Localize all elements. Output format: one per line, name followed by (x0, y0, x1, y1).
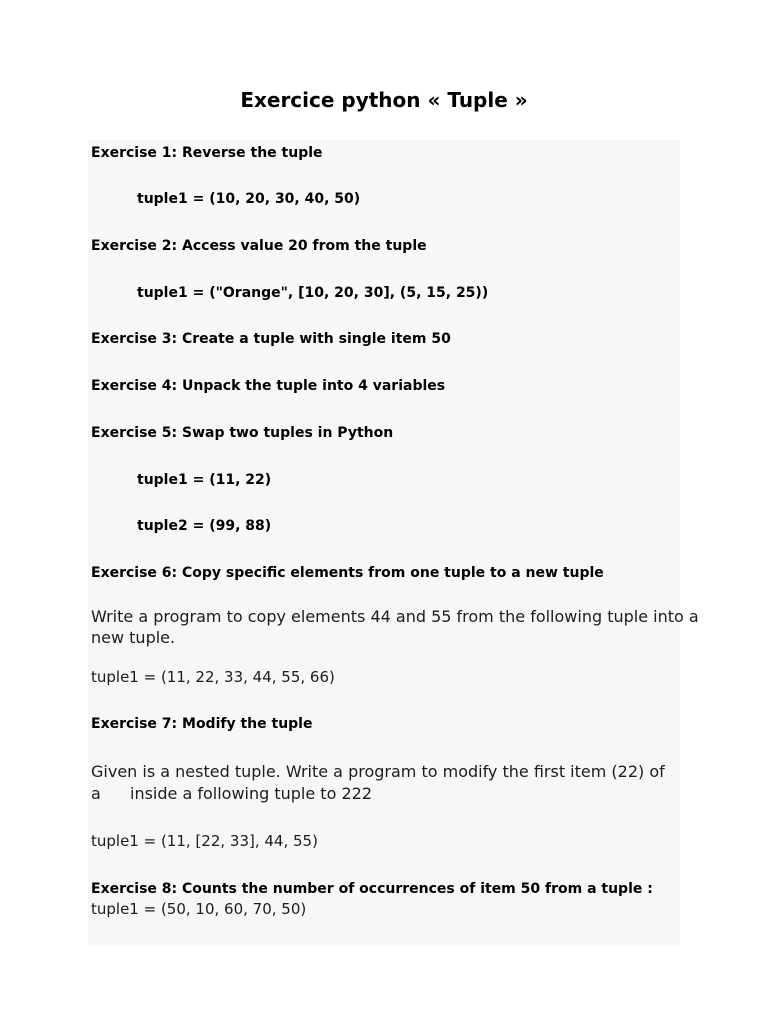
exercise-5-heading: Exercise 5: Swap two tuples in Python (91, 425, 394, 441)
exercise-8-code: tuple1 = (50, 10, 60, 70, 50) (91, 900, 307, 918)
exercise-7-code: tuple1 = (11, [22, 33], 44, 55) (91, 832, 318, 850)
exercise-5-code-2: tuple2 = (99, 88) (137, 518, 272, 534)
exercise-2-code: tuple1 = ("Orange", [10, 20, 30], (5, 15, 25)) (137, 285, 489, 301)
exercise-5-code-1: tuple1 = (11, 22) (137, 472, 272, 488)
exercise-4-heading: Exercise 4: Unpack the tuple into 4 variables (91, 378, 446, 394)
document-title: Exercice python « Tuple » (240, 88, 528, 112)
shaded-content-area (88, 140, 680, 946)
exercise-7-text-line-1: Given is a nested tuple. Write a program to modify the first item (22) of (91, 762, 665, 781)
exercise-1-heading: Exercise 1: Reverse the tuple (91, 145, 323, 161)
exercise-2-heading: Exercise 2: Access value 20 from the tuple (91, 238, 427, 254)
exercise-6-code: tuple1 = (11, 22, 33, 44, 55, 66) (91, 668, 335, 686)
exercise-6-text-line-1: Write a program to copy elements 44 and 55 from the following tuple into a (91, 607, 699, 626)
exercise-7-text-line-2a: a (91, 784, 101, 803)
exercise-3-heading: Exercise 3: Create a tuple with single item 50 (91, 331, 451, 347)
exercise-1-code: tuple1 = (10, 20, 30, 40, 50) (137, 191, 361, 207)
exercise-7-text-line-2b: inside a following tuple to 222 (130, 784, 372, 803)
exercise-8-heading: Exercise 8: Counts the number of occurrences of item 50 from a tuple : (91, 881, 653, 897)
exercise-6-heading: Exercise 6: Copy specific elements from one tuple to a new tuple (91, 565, 604, 581)
exercise-6-text-line-2: new tuple. (91, 628, 176, 647)
exercise-7-heading: Exercise 7: Modify the tuple (91, 716, 313, 732)
